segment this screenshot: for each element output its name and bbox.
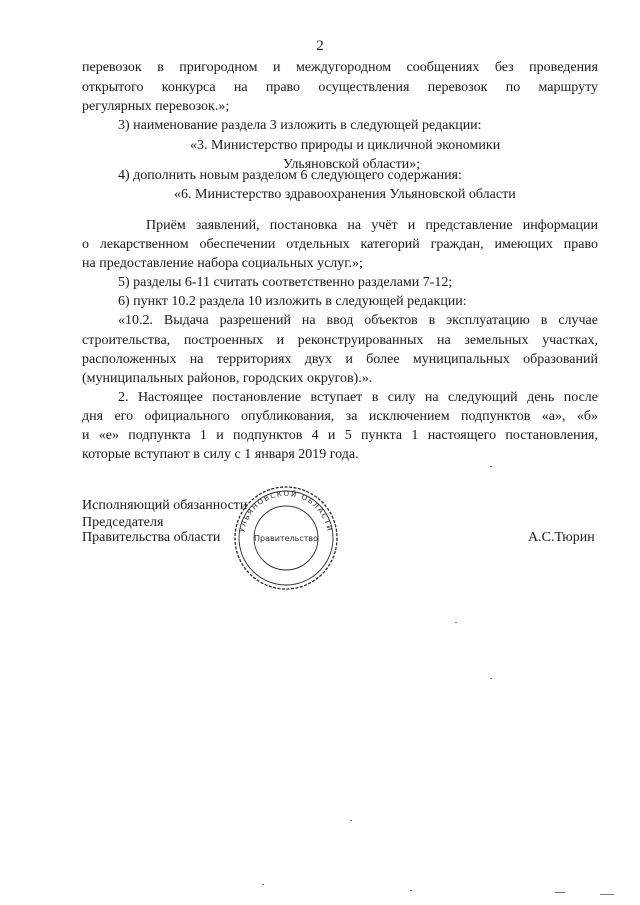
item6-line2: строительства, построенных и реконструированных на земельных участках, <box>82 333 598 348</box>
scan-speck <box>490 678 492 679</box>
item6-line1: «10.2. Выдача разрешений на ввод объектов в эксплуатацию в случае <box>118 313 598 328</box>
section2-line4: которые вступают в силу с 1 января 2019 года. <box>82 447 359 462</box>
signatory-name: А.С.Тюрин <box>528 530 595 545</box>
item4-intro: 4) дополнить новым разделом 6 следующего содержания: <box>118 168 462 183</box>
item3-quote-line1: «3. Министерство природы и цикличной экономики <box>190 138 501 153</box>
scan-speck <box>490 466 492 467</box>
item4-body-line1: Приём заявлений, постановка на учёт и представление информации <box>146 218 598 233</box>
section2-line2: дня его официального опубликования, за исключением подпунктов «а», «б» <box>82 409 598 424</box>
scan-speck <box>600 894 614 895</box>
scan-speck <box>350 820 352 821</box>
item6-line4: (муниципальных районов, городских округов).». <box>82 371 373 386</box>
item3-quote-line2: Ульяновской области»; <box>283 157 421 172</box>
item3-intro: 3) наименование раздела 3 изложить в следующей редакции: <box>118 118 482 133</box>
section2-line3: и «е» подпункта 1 и подпунктов 4 и 5 пункта 1 настоящего постановления, <box>82 428 598 443</box>
scan-speck <box>455 622 457 623</box>
seal-ring-text: УЛЬЯНОВСКОЙ ОБЛАСТИ <box>238 489 334 534</box>
item5-text: 5) разделы 6-11 считать соответственно разделами 7-12; <box>118 275 453 290</box>
scan-speck <box>555 892 565 893</box>
svg-text:УЛЬЯНОВСКОЙ ОБЛАСТИ <box>238 489 333 533</box>
item4-body-line3: на предоставление набора социальных услуг.»; <box>82 256 363 271</box>
signatory-title-line3: Правительства области <box>82 530 221 545</box>
signatory-title-line1: Исполняющий обязанности <box>82 498 248 513</box>
scan-speck <box>410 890 412 891</box>
item6-intro: 6) пункт 10.2 раздела 10 изложить в следующей редакции: <box>118 294 467 309</box>
scan-speck <box>262 884 264 885</box>
signatory-title-line2: Председателя <box>82 515 164 530</box>
item4-body-line2: о лекарственном обеспечении отдельных категорий граждан, имеющих право <box>82 237 598 252</box>
item4-quote: «6. Министерство здравоохранения Ульяновской области <box>174 187 516 202</box>
section2-line1: 2. Настоящее постановление вступает в силу на следующий день после <box>118 390 598 405</box>
seal-center-text: Правительство <box>254 534 318 543</box>
para1-line2: открытого конкурса на право осуществления перевозок по маршруту <box>82 80 598 95</box>
page-number: 2 <box>316 38 324 54</box>
official-seal <box>232 484 340 592</box>
item6-line3: расположенных на территориях двух и более муниципальных образований <box>82 352 598 367</box>
para1-line3: регулярных перевозок.»; <box>82 99 230 114</box>
para1-line1: перевозок в пригородном и междугородном сообщениях без проведения <box>82 60 598 75</box>
